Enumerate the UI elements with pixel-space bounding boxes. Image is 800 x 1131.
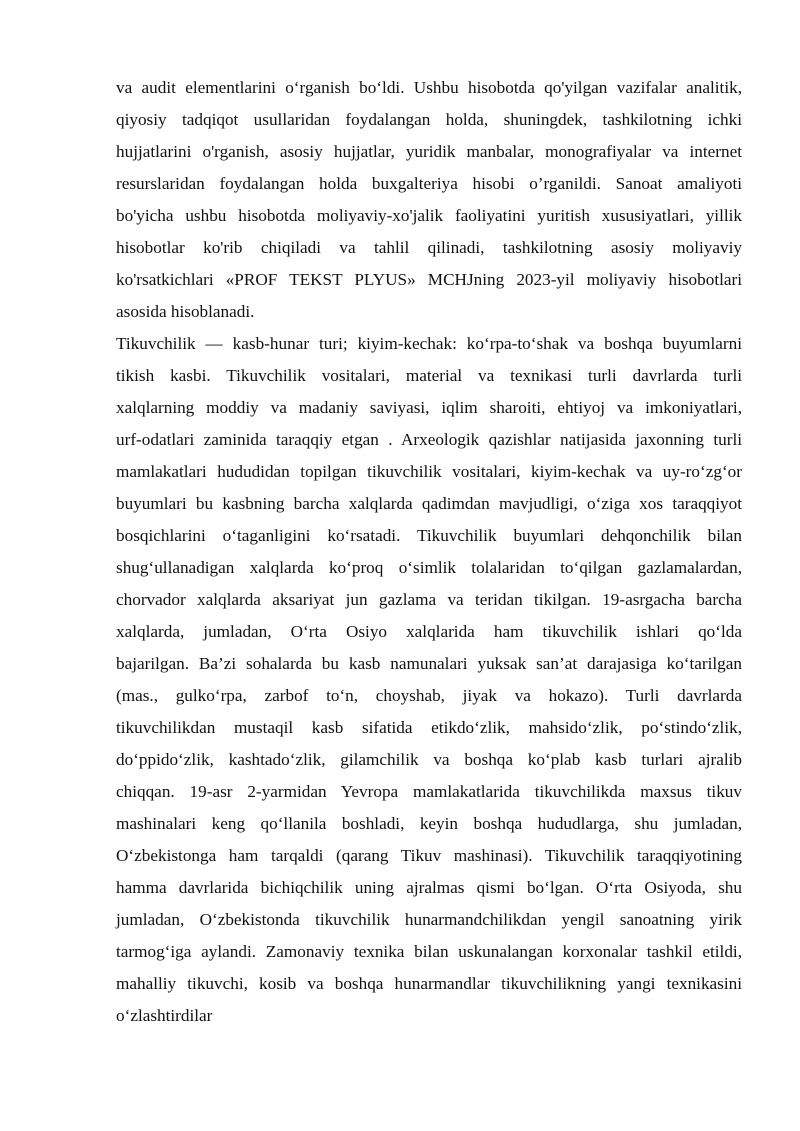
text-line: hujjatlarini o'rganish, asosiy hujjatlar, yuridik manbalar, monografiyalar va internet [116, 142, 742, 161]
document-body [116, 72, 742, 1032]
text-line: (mas., gulko‘rpa, zarbof to‘n, choyshab, jiyak va hokazo). Turli davrlarda [116, 686, 742, 705]
text-line: mashinalari keng qo‘llanila boshladi, keyin boshqa hududlarga, shu jumladan, [116, 814, 742, 833]
text-line: Tikuvchilik — kasb-hunar turi; kiyim-kechak: ko‘rpa-to‘shak va boshqa buyumlarni [116, 334, 742, 353]
text-line: jumladan, O‘zbekistonda tikuvchilik hunarmandchilikdan yengil sanoatning yirik [116, 910, 742, 929]
text-line: do‘ppido‘zlik, kashtado‘zlik, gilamchilik va boshqa ko‘plab kasb turlari ajralib [116, 750, 742, 769]
text-line: O‘zbekistonga ham tarqaldi (qarang Tikuv mashinasi). Tikuvchilik taraqqiyotining [116, 846, 742, 865]
text-line: bo'yicha ushbu hisobotda moliyaviy-xo'jalik faoliyatini yuritish xususiyatlari, yillik [116, 206, 742, 225]
text-line: urf-odatlari zaminida taraqqiy etgan . Arxeologik qazishlar natijasida jaxonning turli [116, 430, 742, 449]
text-line: hamma davrlarida bichiqchilik uning ajralmas qismi bo‘lgan. O‘rta Osiyoda, shu [116, 878, 742, 897]
paragraph-audit-report [116, 72, 742, 328]
text-line: qiyosiy tadqiqot usullaridan foydalangan holda, shuningdek, tashkilotning ichki [116, 110, 742, 129]
text-line: tikish kasbi. Tikuvchilik vositalari, material va texnikasi turli davrlarda turli [116, 366, 742, 385]
paragraph-tikuvchilik [116, 328, 742, 1032]
text-line: tikuvchilikdan mustaqil kasb sifatida etikdo‘zlik, mahsido‘zlik, po‘stindo‘zlik, [116, 718, 742, 737]
text-line: o‘zlashtirdilar [116, 1006, 213, 1025]
text-line: tarmog‘iga aylandi. Zamonaviy texnika bilan uskunalangan korxonalar tashkil etildi, [116, 942, 742, 961]
text-line: asosida hisoblanadi. [116, 302, 255, 321]
text-line: mamlakatlari hududidan topilgan tikuvchilik vositalari, kiyim-kechak va uy-ro‘zg‘or [116, 462, 742, 481]
text-line: shug‘ullanadigan xalqlarda ko‘proq o‘simlik tolalaridan to‘qilgan gazlamalardan, [116, 558, 742, 577]
text-line: xalqlarda, jumladan, O‘rta Osiyo xalqlarida ham tikuvchilik ishlari qo‘lda [116, 622, 742, 641]
text-line: xalqlarning moddiy va madaniy saviyasi, iqlim sharoiti, ehtiyoj va imkoniyatlari, [116, 398, 742, 417]
text-line: chorvador xalqlarda aksariyat jun gazlama va teridan tikilgan. 19-asrgacha barcha [116, 590, 742, 609]
text-line: chiqqan. 19-asr 2-yarmidan Yevropa mamlakatlarida tikuvchilikda maxsus tikuv [116, 782, 742, 801]
text-line: bajarilgan. Ba’zi sohalarda bu kasb namunalari yuksak san’at darajasiga ko‘tarilgan [116, 654, 742, 673]
text-line: bosqichlarini o‘taganligini ko‘rsatadi. Tikuvchilik buyumlari dehqonchilik bilan [116, 526, 742, 545]
text-line: hisobotlar ko'rib chiqiladi va tahlil qilinadi, tashkilotning asosiy moliyaviy [116, 238, 742, 257]
text-line: ko'rsatkichlari «PROF TEKST PLYUS» MCHJning 2023-yil moliyaviy hisobotlari [116, 270, 742, 289]
text-line: resurslaridan foydalangan holda buxgalteriya hisobi o’rganildi. Sanoat amaliyoti [116, 174, 742, 193]
text-line: mahalliy tikuvchi, kosib va boshqa hunarmandlar tikuvchilikning yangi texnikasini [116, 974, 742, 993]
text-line: va audit elementlarini o‘rganish bo‘ldi. Ushbu hisobotda qo'yilgan vazifalar analitik, [116, 78, 742, 97]
text-line: buyumlari bu kasbning barcha xalqlarda qadimdan mavjudligi, o‘ziga xos taraqqiyot [116, 494, 742, 513]
